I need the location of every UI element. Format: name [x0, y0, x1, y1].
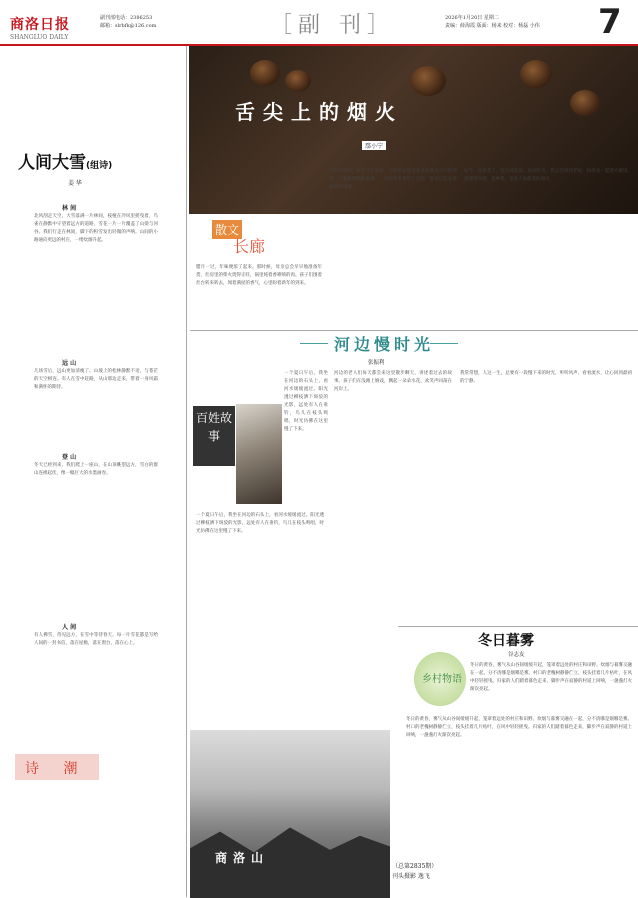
article-text: 冬日的黄昏，雾气从山谷间缓缓升起，笼罩着远处的村庄和田野。炊烟与暮雾交融在一起，分不清哪是烟哪是雾。村口的老槐树静静伫立，枝头挂着几片枯叶，在风中轻轻摇曳。归家的人们踏着暮色走来，脚步声在寂静的村道上回响，一盏盏灯火渐次亮起。	[406, 717, 632, 738]
article-text: 冬日的黄昏，雾气从山谷间缓缓升起，笼罩着远处的村庄和田野。炊烟与暮雾交融在一起，分不清哪是烟哪是雾。村口的老槐树静静伫立，枝头挂着几片枯叶，在风中轻轻摇曳。归家的人们踏着暮色走来，脚步声在寂静的村道上回响，一盏盏灯火渐次亮起。	[470, 663, 632, 692]
woman-portrait-image	[236, 404, 282, 504]
poem-heading-3: 登 山	[62, 454, 77, 461]
newspaper-logo: 商洛日报 SHANGLUO DAILY	[10, 17, 70, 41]
article-author: 张振利	[368, 360, 385, 366]
article-divider	[398, 626, 638, 627]
story-column-badge: 百姓故事	[193, 406, 235, 466]
article-text: 如今，母亲老了，灶台却依旧。每到年关，我总会回到老屋，和母亲一起烧火做饭，那缕缕炊烟，是乡愁，也是人间最美的烟火。	[464, 169, 632, 182]
article-title: 舌尖上的烟火	[235, 100, 403, 124]
article-text: 一个夏日午后，我坐在河边的石头上，看河水缓缓流过。阳光透过柳枝洒下斑驳的光影，远处有人在垂钓，鸟儿在枝头鸣唱，时光仿佛在这里慢了下来。	[284, 371, 328, 432]
article-text: 我常常想，人这一生，总要有一段慢下来的时光，听听风声，看看流水，让心回到最初的宁静。	[460, 371, 632, 384]
section-title: ［副 刊］	[270, 13, 395, 38]
poem-author: 姜 华	[68, 180, 82, 187]
article-author: 鄢小宁	[362, 141, 386, 150]
chestnut-image	[285, 70, 311, 92]
article-text-block: 一个夏日午后，我坐在河边的石头上，看河水缓缓流过。阳光透过柳枝洒下斑驳的光影，远处有人在垂钓，鸟儿在枝头鸣唱，时光仿佛在这里慢了下来。	[196, 513, 324, 534]
poem-title: 人间大雪(组诗)	[18, 153, 113, 173]
chestnut-image	[410, 66, 446, 96]
poem-text-1: 北风刮走天空，大雪落满一片林间，枝桠在冷风里摇曳着，鸟雀在静默中守望着远方的道路，雪花一片一片覆盖了山梁与河谷。我们行走在林间，脚下的积雪发出轻微的声响。山间的小路通向更远的村庄，一缕炊烟升起。	[34, 214, 158, 243]
photo-title: 商洛山	[215, 851, 270, 865]
editor-info: 副刊部电话：2386253 邮箱：slrbfk@126.com	[100, 15, 157, 29]
poem-text-2: 几场雪后，远山更加清瘦了。山坡上的松林静默不语，与苍茫的天空相连。有人在雪中赶路，从山那边走来，带着一身风霜和满怀的期待。	[34, 369, 158, 390]
article-author: 谷志友	[508, 652, 525, 658]
poem-heading-4: 人 间	[62, 624, 77, 631]
article-title: 冬日暮雾	[478, 633, 534, 649]
column-divider	[186, 46, 187, 897]
title-rule	[300, 343, 328, 344]
article-title: 河边慢时光	[334, 335, 435, 354]
date-info: 2026年1月20日 星期二 责编：薛海霞 版面：杨来 校对：杨磊 小伟	[445, 15, 540, 29]
title-rule	[430, 343, 458, 344]
page-number: 7	[598, 2, 622, 42]
poem-heading-1: 林 间	[62, 205, 77, 212]
chestnut-image	[520, 60, 552, 88]
poem-text-4: 有人拂雪，待见远方，在雪中等待春天。每一片雪花都是写给人间的一封书信，落在屋檐，落在窗台，落在心上。	[34, 633, 158, 646]
article-divider	[190, 330, 638, 331]
poem-text-3: 冬天已经到来，我们爬上一座山，在山顶眺望远方，雪白的群山连绵起伏，像一幅巨大的水墨画卷。	[34, 463, 158, 476]
article-text: 腊月一过，年味便浓了起来。那时候，母亲总会早早地准备年货，灶房里的柴火烧得正旺，锅里炖着香喷喷的肉。孩子们围着灶台转来转去，闻着满屋的香气，心里盼着新年的到来。	[196, 265, 322, 286]
article-text: 河边的老人们每天都会来这里散步聊天，讲述着过去的故事。孩子们在浅滩上嬉戏，溅起一朵朵水花，欢笑声回荡在河岸上。	[334, 371, 452, 392]
poem-heading-2: 远 山	[62, 360, 77, 367]
article-text: 记得小时候，家里并不富裕，可母亲总能变着花样做出可口的饭菜。一碗热腾腾的面条，一盘炒得金黄的土豆丝，都是记忆里最温暖的味道。	[329, 169, 457, 190]
photo-credit: （总第2835期） 刊头摄影 逸飞	[392, 863, 438, 880]
village-badge-text: 乡村物语	[422, 674, 462, 685]
poem-column-badge: 诗 潮	[15, 754, 99, 780]
chestnut-image	[250, 60, 280, 86]
chestnut-image	[570, 90, 600, 116]
prose-column-badge: 散文 长廊	[207, 220, 277, 260]
